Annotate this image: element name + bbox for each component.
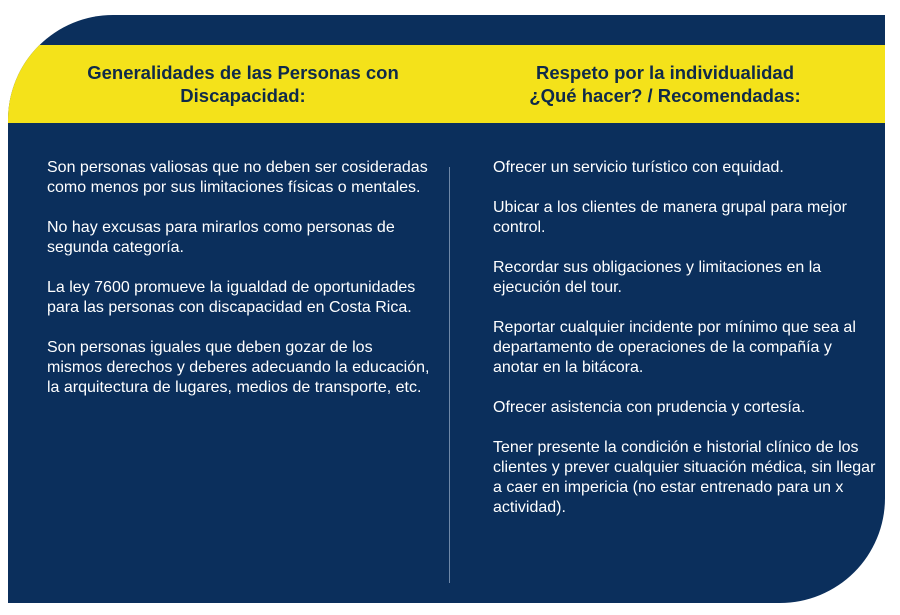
list-item: Son personas valiosas que no deben ser cosideradas como menos por sus limitaciones físicas o mentales. xyxy=(47,159,428,196)
right-column-list xyxy=(493,158,878,538)
list-item: No hay excusas para mirarlos como personas de segunda categoría. xyxy=(47,219,395,256)
column-divider xyxy=(449,167,450,583)
list-item: La ley 7600 promueve la igualdad de oportunidades para las personas con discapacidad en Costa Rica. xyxy=(47,279,416,316)
left-column-list xyxy=(47,158,432,418)
header-band xyxy=(8,45,885,123)
left-column-heading: Generalidades de las Personas con Discapacidad: xyxy=(87,62,399,106)
list-item: Tener presente la condición e historial clínico de los clientes y prever cualquier situación médica, sin llegar a caer en impericia (no estar entrenado para un x actividad). xyxy=(493,439,876,516)
right-column-heading: Respeto por la individualidad ¿Qué hacer? / Recomendadas: xyxy=(529,62,801,106)
list-item: Ubicar a los clientes de manera grupal para mejor control. xyxy=(493,199,847,236)
list-item: Recordar sus obligaciones y limitaciones en la ejecución del tour. xyxy=(493,259,822,296)
list-item: Ofrecer un servicio turístico con equidad. xyxy=(493,159,784,176)
list-item: Ofrecer asistencia con prudencia y cortesía. xyxy=(493,399,806,416)
list-item: Reportar cualquier incidente por mínimo que sea al departamento de operaciones de la compañía y anotar en la bitácora. xyxy=(493,319,856,376)
list-item: Son personas iguales que deben gozar de los mismos derechos y deberes adecuando la educación, la arquitectura de lugares, medios de transporte, etc. xyxy=(47,339,430,396)
info-card xyxy=(8,15,885,603)
